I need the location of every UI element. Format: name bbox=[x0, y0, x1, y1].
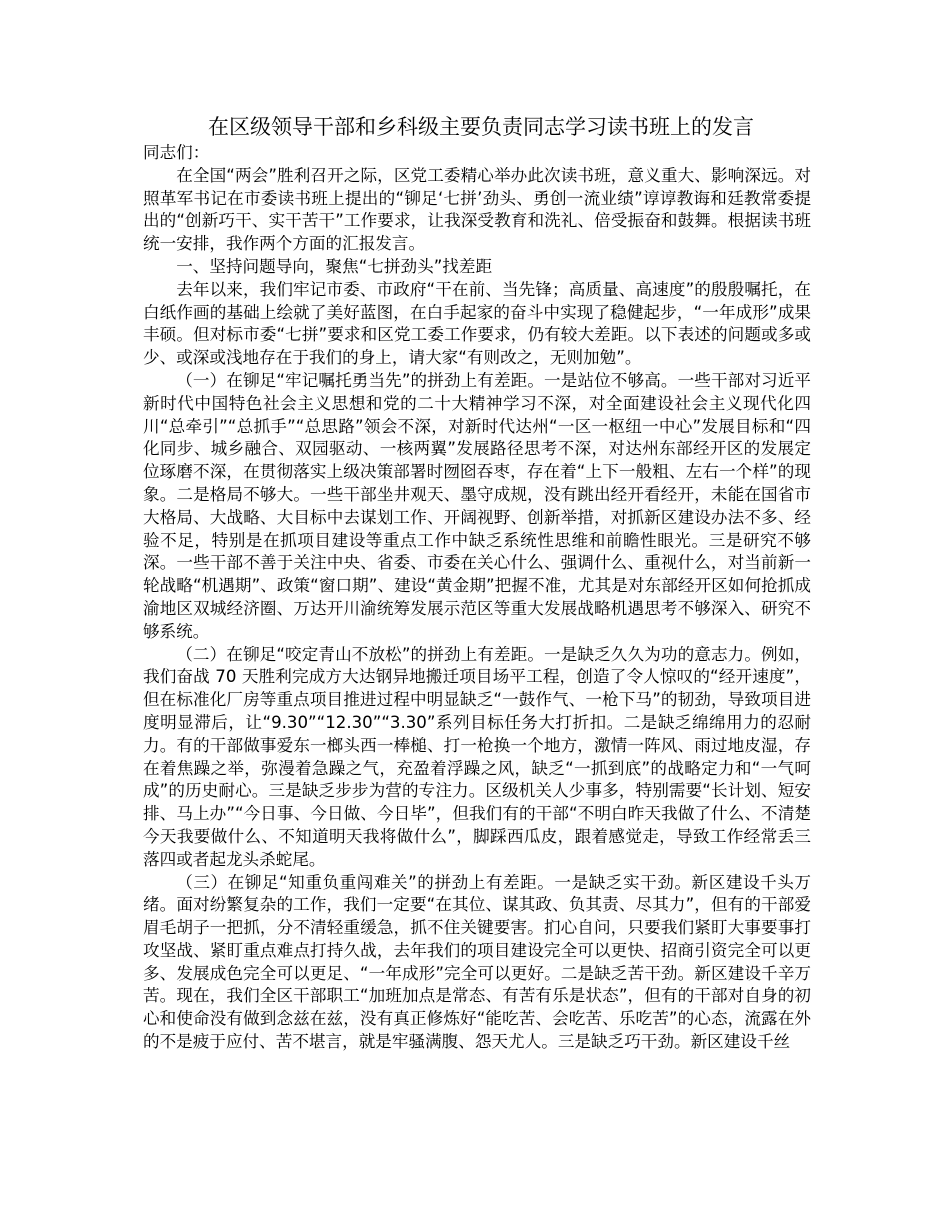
paragraph-point-3: （三）在铆足“知重负重闯难关”的拼劲上有差距。一是缺乏实干劲。新区建设千头万绪。面对纷繁复杂的工作，我们一定要“在其位、谋其政、负其责、尽其力”，但有的干部爱眉毛胡子一把抓，分不清轻重缓急，抓不住关键要害。扪心自问，只要我们紧盯大事要事打攻坚战、紧盯重点难点打持久战，去年我们的项目建设完全可以更快、招商引资完全可以更多、发展成色完全可以更足、“一年成形”完全可以更好。二是缺乏苦干劲。新区建设千辛万苦。现在，我们全区干部职工“加班加点是常态、有苦有乐是状态”，但有的干部对自身的初心和使命没有做到念兹在兹，没有真正修炼好“能吃苦、会吃苦、乐吃苦”的心态，流露在外的不是疲于应付、苦不堪言，就是牢骚满腹、怨天尤人。三是缺乏巧干劲。新区建设千丝 bbox=[143, 872, 811, 1052]
document-title: 在区级领导干部和乡科级主要负责同志学习读书班上的发言 bbox=[208, 115, 754, 139]
greeting: 同志们： bbox=[143, 143, 210, 162]
paragraph-point-1: （一）在铆足“牢记嘱托勇当先”的拼劲上有差距。一是站位不够高。一些干部对习近平新时代中国特色社会主义思想和党的二十大精神学习不深，对全面建设社会主义现代化四川“总牵引”“总抓手”“总思路”领会不深，对新时代达州“一区一枢纽一中心”发展目标和“四化同步、城乡融合、双园驱动、一核两翼”发展路径思考不深，对达州东部经开区的发展定位琢磨不深，在贯彻落实上级决策部署时囫囵吞枣，存在着“上下一般粗、左右一个样”的现象。二是格局不够大。一些干部坐井观天、墨守成规，没有跳出经开看经开，未能在国省市大格局、大战略、大目标中去谋划工作、开阔视野、创新举措，对抓新区建设办法不多、经验不足，特别是在抓项目建设等重点工作中缺乏系统性思维和前瞻性眼光。三是研究不够深。一些干部不善于关注中央、省委、市委在关心什么、强调什么、重视什么，对当前新一轮战略“机遇期”、政策“窗口期”、建设“黄金期”把握不准，尤其是对东部经开区如何抢抓成渝地区双城经济圈、万达开川渝统筹发展示范区等重大发展战略机遇思考不够深入、研究不够系统。 bbox=[143, 370, 811, 641]
section-heading-1: 一、坚持问题导向，聚焦“七拼劲头”找差距 bbox=[176, 256, 493, 276]
paragraph-overview: 去年以来，我们牢记市委、市政府“干在前、当先锋；高质量、高速度”的殷殷嘱托，在白纸作画的基础上绘就了美好蓝图，在白手起家的奋斗中实现了稳健起步，“一年成形”成果丰硕。但对标市委“七拼”要求和区党工委工作要求，仍有较大差距。以下表述的问题或多或少、或深或浅地存在于我们的身上，请大家“有则改之，无则加勉”。 bbox=[143, 279, 811, 368]
paragraph-point-2: （二）在铆足“咬定青山不放松”的拼劲上有差距。一是缺乏久久为功的意志力。例如，我们奋战 70 天胜利完成方大达钢异地搬迁项目场平工程，创造了令人惊叹的“经开速度”，但在标准化厂房等重点项目推进过程中明显缺乏“一鼓作气、一枪下马”的韧劲，导致项目进度明显滞后，让“9.30”“12.30”“3.30”系列目标任务大打折扣。二是缺乏绵绵用力的忍耐力。有的干部做事爱东一榔头西一棒槌、打一枪换一个地方，激情一阵风、雨过地皮湿，存在着焦躁之举，弥漫着急躁之气，充盈着浮躁之风，缺乏“一抓到底”的战略定力和“一气呵成”的历史耐心。三是缺乏步步为营的专注力。区级机关人少事多，特别需要“长计划、短安排、马上办”“今日事、今日做、今日毕”，但我们有的干部“不明白昨天我做了什么、不清楚今天我要做什么、不知道明天我将做什么”，脚踩西瓜皮，跟着感觉走，导致工作经常丢三落四或者起龙头杀蛇尾。 bbox=[143, 644, 811, 869]
paragraph-intro: 在全国“两会”胜利召开之际，区党工委精心举办此次读书班，意义重大、影响深远。对照革军书记在市委读书班上提出的“铆足‘七拼’劲头、勇创一流业绩”谆谆教诲和廷教常委提出的“创新巧干、实干苦干”工作要求，让我深受教育和洗礼、倍受振奋和鼓舞。根据读书班统一安排，我作两个方面的汇报发言。 bbox=[143, 165, 811, 254]
document-page bbox=[143, 112, 811, 1054]
